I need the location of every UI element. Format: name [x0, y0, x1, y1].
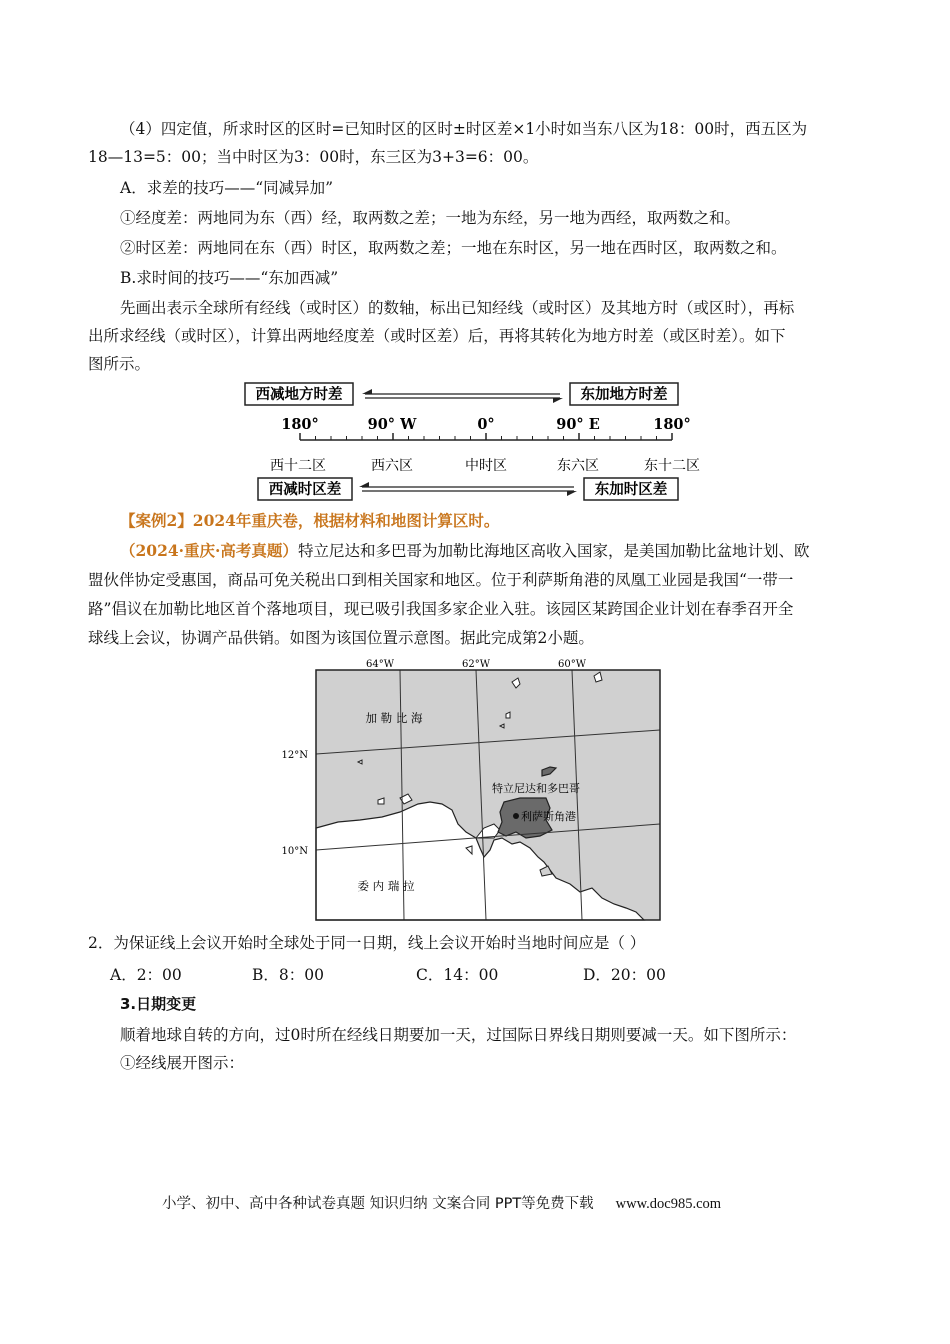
option-a[interactable]: A．2：00 [110, 966, 182, 984]
page-footer [162, 1192, 721, 1213]
axis-label-90e: 90° E [556, 416, 600, 433]
label-port: 利萨斯角港 [521, 810, 576, 823]
case-title [120, 510, 499, 532]
tip-b-text-3: 图所示。 [88, 355, 151, 373]
arrow-head-left-bottom [359, 482, 369, 487]
trinidad-location-map [280, 652, 680, 924]
lat-label-10n: 10°N [281, 846, 308, 857]
arrow-head-left-top [362, 389, 372, 394]
zone-w6: 西六区 [371, 458, 413, 474]
lon-label-60w: 60°W [557, 659, 587, 670]
zone-w12: 西十二区 [270, 458, 326, 474]
paragraph-step4-cont: 18—13=5：00；当中时区为3：00时，东三区为3+3=6：00。 [88, 148, 539, 166]
option-b[interactable]: B．8：00 [252, 966, 324, 984]
question-material-line3: 路”倡议在加勒比地区首个落地项目，现已吸引我国多家企业入驻。该园区某跨国企业计划在春季召开全 [88, 600, 794, 618]
axis-ticks [300, 433, 672, 440]
tip-a-item2: ②时区差：两地同在东（西）时区，取两数之差；一地在东时区，另一地在西时区，取两数之和。 [120, 239, 787, 257]
question-material-line2: 盟伙伴协定受惠国，商品可免关税出口到相关国家和地区。位于利萨斯角港的凤凰工业园是我国“一带一 [88, 571, 794, 589]
section-3-subtitle: ①经线展开图示： [120, 1054, 245, 1072]
question-source: （2024·重庆·高考真题） [120, 541, 298, 560]
axis-label-90w: 90° W [367, 416, 417, 433]
axis-label-0: 0° [477, 416, 495, 433]
arrow-head-right-top [553, 398, 563, 403]
arrow-head-right-bottom [567, 491, 577, 496]
option-d[interactable]: D．20：00 [583, 966, 666, 984]
east-local-label: 东加地方时差 [580, 387, 668, 403]
footer-url[interactable]: www.doc985.com [615, 1196, 722, 1212]
axis-label-180e: 180° [653, 416, 691, 433]
section-3-title: 3.日期变更 [120, 995, 197, 1013]
lon-label-64w: 64°W [365, 659, 395, 670]
port-marker [513, 813, 519, 819]
west-zone-label: 西减时区差 [268, 482, 342, 498]
zone-e6: 东六区 [557, 458, 599, 474]
tip-b-title: B.求时间的技巧——“东加西减” [120, 269, 339, 287]
label-venezuela: 委 内 瑞 拉 [357, 879, 415, 893]
case-title-text: 【案例2】2024年重庆卷，根据材料和地图计算区时。 [120, 511, 500, 530]
zone-center: 中时区 [465, 458, 507, 474]
time-difference-diagram [240, 378, 710, 504]
question-material-line1 [120, 540, 809, 562]
lon-label-62w: 62°W [461, 659, 491, 670]
tip-a-title: A．求差的技巧——“同减异加” [120, 179, 334, 197]
question-2: 2．为保证线上会议开始时全球处于同一日期，线上会议开始时当地时间应是（ ） [88, 934, 646, 952]
option-c[interactable]: C．14：00 [416, 966, 499, 984]
question-text-1: 特立尼达和多巴哥为加勒比海地区高收入国家，是美国加勒比盆地计划、欧 [297, 542, 810, 560]
zone-e12: 东十二区 [644, 458, 700, 474]
label-trinidad-tobago: 特立尼达和多巴哥 [492, 782, 580, 795]
label-caribbean-sea: 加 勒 比 海 [365, 711, 423, 725]
tip-b-text-2: 出所求经线（或时区），计算出两地经度差（或时区差）后，再将其转化为地方时差（或区时差）。如下 [88, 327, 786, 345]
tip-b-text: 先画出表示全球所有经线（或时区）的数轴，标出已知经线（或时区）及其地方时（或区时），再标 [120, 299, 795, 317]
east-zone-label: 东加时区差 [594, 482, 668, 498]
lat-label-12n: 12°N [281, 750, 308, 761]
footer-text: 小学、初中、高中各种试卷真题 知识归纳 文案合同 PPT等免费下载 [162, 1196, 594, 1212]
paragraph-step4: （4）四定值，所求时区的区时=已知时区的区时±时区差×1小时如当东八区为18：00时，西五区为 [120, 120, 808, 138]
question-material-line4: 球线上会议，协调产品供销。如图为该国位置示意图。据此完成第2小题。 [88, 629, 594, 647]
tip-a-item1: ①经度差：两地同为东（西）经，取两数之差；一地为东经，另一地为西经，取两数之和。 [120, 209, 741, 227]
axis-label-180w: 180° [281, 416, 319, 433]
section-3-text: 顺着地球自转的方向，过0时所在经线日期要加一天，过国际日界线日期则要减一天。如下图所示： [120, 1026, 797, 1044]
west-local-label: 西减地方时差 [255, 387, 343, 403]
